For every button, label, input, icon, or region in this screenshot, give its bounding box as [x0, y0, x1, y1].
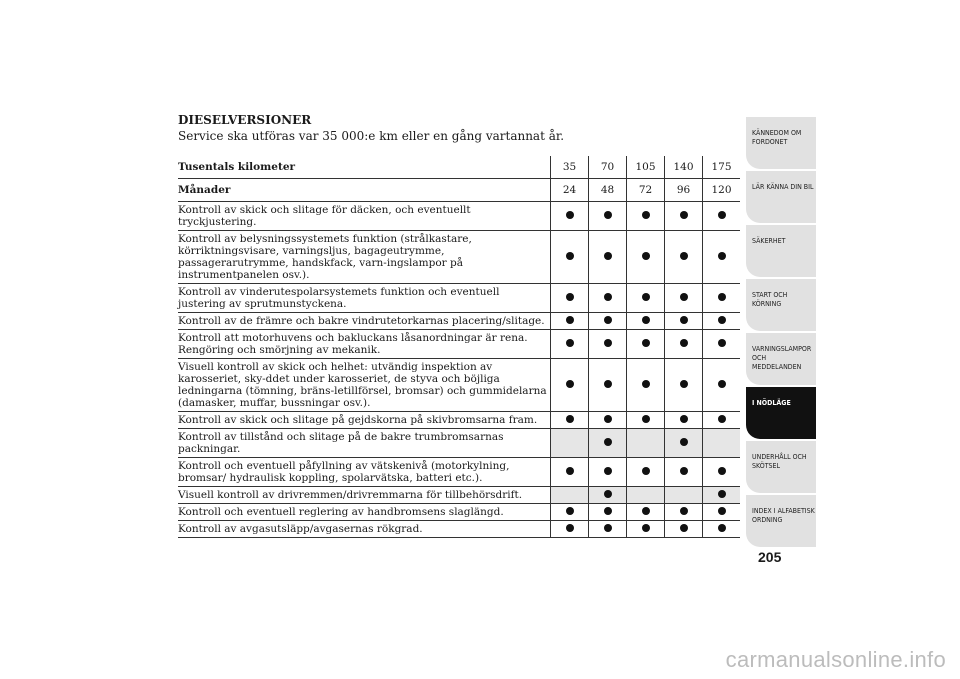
km-value: 105	[627, 156, 665, 179]
interval-cell	[665, 521, 703, 538]
interval-cell	[551, 231, 589, 284]
chapter-tab[interactable]: KÄNNEDOM OM FORDONET	[746, 117, 816, 169]
check-dot-icon	[680, 507, 688, 515]
row-description: Kontroll av de främre och bakre vindrutetorkarnas placering/slitage.	[178, 315, 545, 327]
check-dot-icon	[566, 415, 574, 423]
check-dot-icon	[642, 467, 650, 475]
table-row	[178, 504, 740, 521]
chapter-tab[interactable]: START OCH KÖRNING	[746, 279, 816, 331]
interval-cell	[627, 284, 665, 313]
km-value: 70	[589, 156, 627, 179]
interval-cell	[551, 429, 589, 458]
km-header-row	[178, 156, 740, 179]
check-dot-icon	[718, 415, 726, 423]
interval-cell	[627, 359, 665, 412]
table-row	[178, 521, 740, 538]
interval-cell	[665, 330, 703, 359]
interval-cell	[589, 504, 627, 521]
check-dot-icon	[604, 380, 612, 388]
chapter-sidebar	[746, 117, 816, 549]
interval-cell	[589, 412, 627, 429]
row-description: Kontroll att motorhuvens och bakluckans låsanordningar är rena. Rengöring och smörjning av mekanik.	[178, 332, 528, 356]
row-description: Kontroll och eventuell påfyllning av vätskenivå (motorkylning, bromsar/ hydraulisk koppling, spolarvätska, batteri etc.).	[178, 460, 510, 484]
page-number: 205	[758, 549, 782, 565]
interval-cell	[589, 284, 627, 313]
interval-cell	[627, 412, 665, 429]
interval-cell	[627, 313, 665, 330]
interval-cell	[589, 313, 627, 330]
interval-cell	[627, 521, 665, 538]
interval-cell	[703, 231, 741, 284]
km-value: 140	[665, 156, 703, 179]
row-description: Kontroll av belysningssystemets funktion (strålkastare, körriktningsvisare, varningsljus, bagageutrymme, passagerarutrymme, handskfack, varn-ingslampor på instrumentpanelen osv.).	[178, 233, 472, 281]
table-row	[178, 429, 740, 458]
interval-cell	[589, 458, 627, 487]
check-dot-icon	[718, 211, 726, 219]
section-subtitle: Service ska utföras var 35 000:e km eller en gång vartannat år.	[178, 129, 565, 143]
check-dot-icon	[680, 380, 688, 388]
check-dot-icon	[718, 507, 726, 515]
row-description: Kontroll och eventuell reglering av handbromsens slaglängd.	[178, 506, 504, 518]
check-dot-icon	[642, 211, 650, 219]
row-description: Kontroll av avgasutsläpp/avgasernas rökgrad.	[178, 523, 423, 535]
interval-cell	[551, 359, 589, 412]
interval-cell	[665, 284, 703, 313]
km-value: 175	[703, 156, 741, 179]
interval-cell	[551, 202, 589, 231]
check-dot-icon	[566, 316, 574, 324]
interval-cell	[703, 412, 741, 429]
section-title: DIESELVERSIONER	[178, 113, 312, 127]
interval-cell	[703, 458, 741, 487]
interval-cell	[665, 359, 703, 412]
check-dot-icon	[718, 316, 726, 324]
interval-cell	[551, 521, 589, 538]
km-value: 35	[551, 156, 589, 179]
check-dot-icon	[566, 524, 574, 532]
interval-cell	[627, 458, 665, 487]
check-dot-icon	[718, 524, 726, 532]
interval-cell	[589, 487, 627, 504]
interval-cell	[589, 521, 627, 538]
interval-cell	[703, 330, 741, 359]
check-dot-icon	[680, 438, 688, 446]
interval-cell	[589, 359, 627, 412]
interval-cell	[703, 359, 741, 412]
interval-cell	[665, 412, 703, 429]
interval-cell	[627, 231, 665, 284]
chapter-tab[interactable]: VARNINGSLAMPOR OCH MEDDELANDEN	[746, 333, 816, 385]
check-dot-icon	[642, 293, 650, 301]
interval-cell	[665, 458, 703, 487]
interval-cell	[551, 284, 589, 313]
interval-cell	[589, 429, 627, 458]
check-dot-icon	[718, 490, 726, 498]
interval-cell	[551, 412, 589, 429]
check-dot-icon	[718, 252, 726, 260]
months-label: Månader	[178, 179, 551, 202]
months-value: 120	[703, 179, 741, 202]
table-row	[178, 487, 740, 504]
check-dot-icon	[680, 415, 688, 423]
interval-cell	[703, 284, 741, 313]
check-dot-icon	[566, 211, 574, 219]
check-dot-icon	[680, 293, 688, 301]
check-dot-icon	[642, 380, 650, 388]
interval-cell	[665, 231, 703, 284]
interval-cell	[551, 313, 589, 330]
chapter-tab[interactable]: UNDERHÅLL OCH SKÖTSEL	[746, 441, 816, 493]
interval-cell	[703, 313, 741, 330]
check-dot-icon	[718, 467, 726, 475]
check-dot-icon	[680, 252, 688, 260]
months-header-row	[178, 179, 740, 202]
interval-cell	[665, 504, 703, 521]
table-row	[178, 458, 740, 487]
check-dot-icon	[566, 467, 574, 475]
table-row	[178, 330, 740, 359]
interval-cell	[589, 330, 627, 359]
check-dot-icon	[718, 339, 726, 347]
service-rows	[178, 202, 740, 538]
check-dot-icon	[680, 524, 688, 532]
interval-cell	[627, 487, 665, 504]
interval-cell	[703, 202, 741, 231]
interval-cell	[627, 429, 665, 458]
interval-cell	[703, 487, 741, 504]
check-dot-icon	[680, 467, 688, 475]
chapter-tab[interactable]: INDEX I ALFABETISK ORDNING	[746, 495, 816, 547]
interval-cell	[551, 330, 589, 359]
interval-cell	[589, 202, 627, 231]
interval-cell	[551, 504, 589, 521]
row-description: Kontroll av tillstånd och slitage på de bakre trumbromsarnas packningar.	[178, 431, 504, 455]
check-dot-icon	[604, 252, 612, 260]
check-dot-icon	[642, 339, 650, 347]
table-row	[178, 231, 740, 284]
table-row	[178, 313, 740, 330]
interval-cell	[665, 487, 703, 504]
table-row	[178, 284, 740, 313]
check-dot-icon	[680, 316, 688, 324]
check-dot-icon	[566, 339, 574, 347]
months-value: 72	[627, 179, 665, 202]
check-dot-icon	[604, 524, 612, 532]
check-dot-icon	[604, 507, 612, 515]
check-dot-icon	[604, 211, 612, 219]
watermark: carmanualsonline.info	[725, 647, 946, 672]
check-dot-icon	[642, 252, 650, 260]
row-description: Visuell kontroll av skick och helhet: utvändig inspektion av karosseriet, sky-ddet under karosseriet, de styva och böjliga ledningarna (tömning, bräns-letillförsel, bromsar) och gummidelarna (damasker, muffar, bussningar osv.).	[178, 361, 547, 409]
table-row	[178, 202, 740, 231]
check-dot-icon	[680, 211, 688, 219]
chapter-tab[interactable]: LÄR KÄNNA DIN BIL	[746, 171, 816, 223]
interval-cell	[627, 504, 665, 521]
chapter-tab[interactable]: SÄKERHET	[746, 225, 816, 277]
check-dot-icon	[642, 415, 650, 423]
table-row	[178, 359, 740, 412]
check-dot-icon	[604, 438, 612, 446]
main-content	[178, 112, 736, 538]
interval-cell	[665, 429, 703, 458]
row-description: Visuell kontroll av drivremmen/drivremmarna för tillbehörsdrift.	[178, 489, 523, 501]
interval-cell	[665, 313, 703, 330]
check-dot-icon	[642, 524, 650, 532]
check-dot-icon	[566, 380, 574, 388]
km-label: Tusentals kilometer	[178, 156, 551, 179]
interval-cell	[589, 231, 627, 284]
check-dot-icon	[566, 252, 574, 260]
interval-cell	[551, 458, 589, 487]
months-value: 24	[551, 179, 589, 202]
interval-cell	[627, 330, 665, 359]
interval-cell	[627, 202, 665, 231]
service-table	[178, 156, 740, 538]
check-dot-icon	[604, 339, 612, 347]
check-dot-icon	[642, 507, 650, 515]
table-row	[178, 412, 740, 429]
check-dot-icon	[642, 316, 650, 324]
check-dot-icon	[566, 507, 574, 515]
interval-cell	[703, 521, 741, 538]
check-dot-icon	[604, 490, 612, 498]
check-dot-icon	[718, 293, 726, 301]
check-dot-icon	[566, 293, 574, 301]
interval-cell	[703, 504, 741, 521]
months-value: 48	[589, 179, 627, 202]
check-dot-icon	[718, 380, 726, 388]
check-dot-icon	[680, 339, 688, 347]
interval-cell	[703, 429, 741, 458]
row-description: Kontroll av skick och slitage på gejdskorna på skivbromsarna fram.	[178, 414, 538, 426]
check-dot-icon	[604, 316, 612, 324]
chapter-tab[interactable]: I NÖDLÄGE	[746, 387, 816, 439]
check-dot-icon	[604, 293, 612, 301]
row-description: Kontroll av skick och slitage för däcken, och eventuellt tryckjustering.	[178, 204, 471, 228]
interval-cell	[551, 487, 589, 504]
interval-cell	[665, 202, 703, 231]
check-dot-icon	[604, 467, 612, 475]
months-value: 96	[665, 179, 703, 202]
row-description: Kontroll av vinderutespolarsystemets funktion och eventuell justering av sprutmunstyckena.	[178, 286, 500, 310]
check-dot-icon	[604, 415, 612, 423]
